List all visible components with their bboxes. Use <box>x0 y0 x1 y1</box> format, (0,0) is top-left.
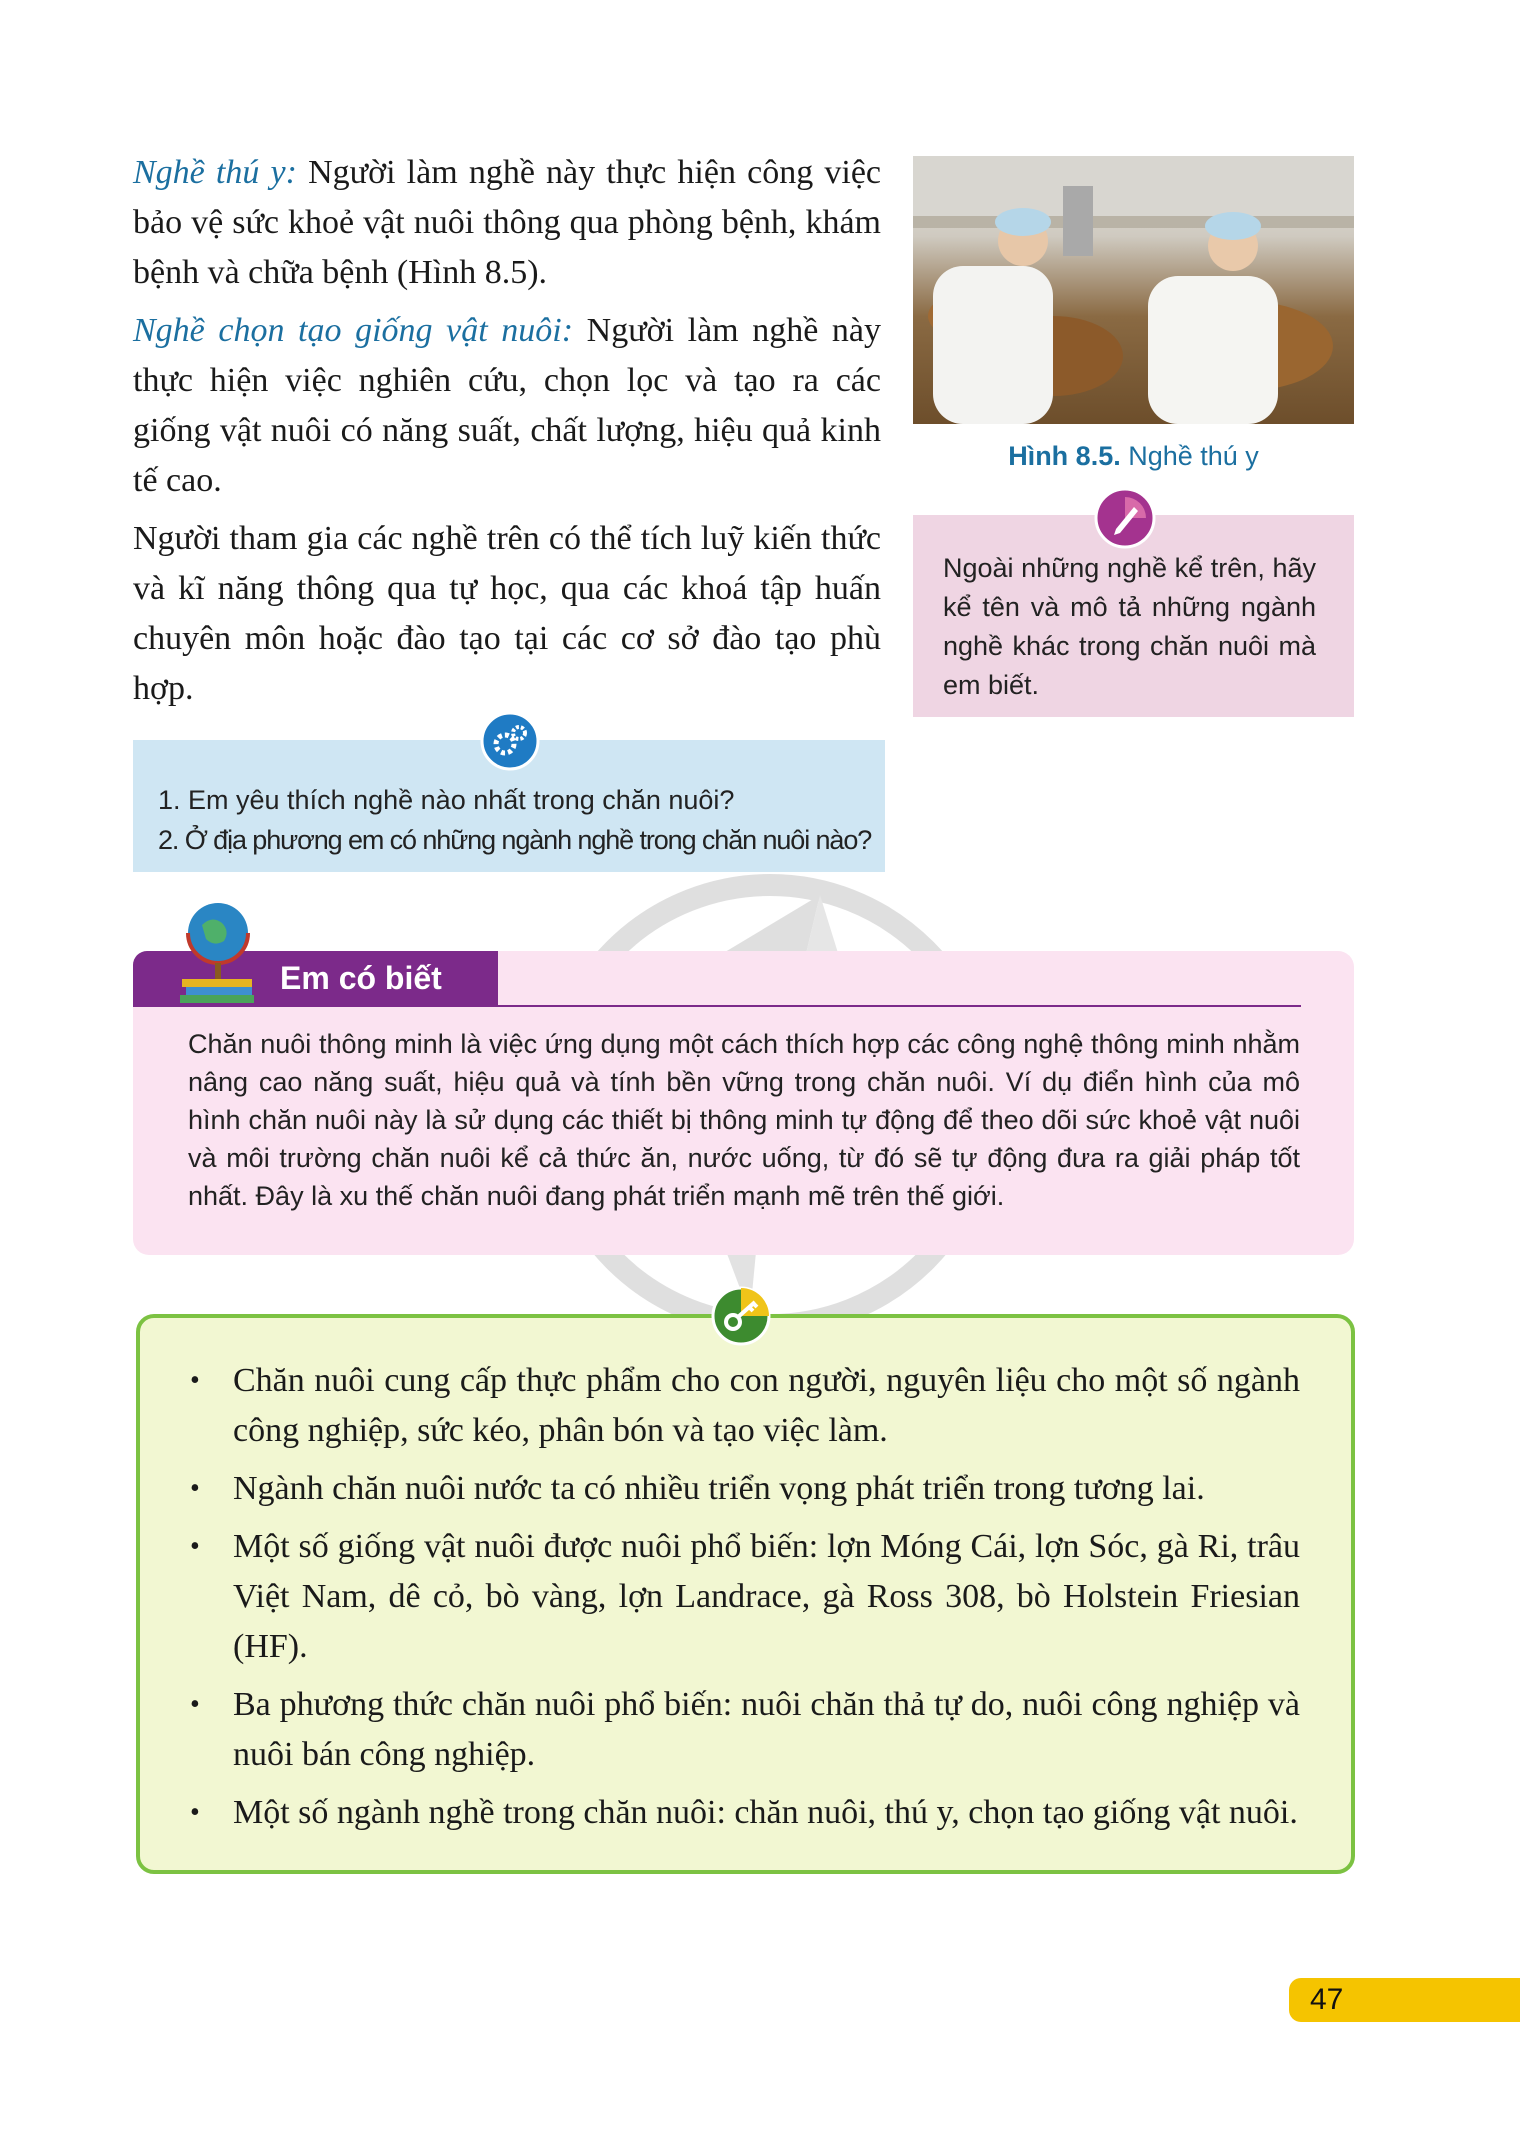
figure-caption <box>913 441 1354 472</box>
summary-item-3: • Một số giống vật nuôi được nuôi phổ biến: lợn Móng Cái, lợn Sóc, gà Ri, trâu Việt Nam, dê cỏ, bò vàng, lợn Landrace, gà Ross 308, bò Holstein Friesian (HF). <box>190 1522 1300 1672</box>
summary-item-5: • Một số ngành nghề trong chăn nuôi: chăn nuôi, thú y, chọn tạo giống vật nuôi. <box>190 1788 1300 1838</box>
photo-illustration <box>913 156 1354 424</box>
summary-list <box>190 1356 1300 1846</box>
globe-books-icon <box>178 895 258 1007</box>
did-you-know-title: Em có biết <box>280 960 442 996</box>
paragraph-training: Người tham gia các nghề trên có thể tích luỹ kiến thức và kĩ năng thông qua tự học, qua các khoá tập huấn chuyên môn hoặc đào tạo tại các cơ sở đào tạo phù hợp. <box>133 520 881 707</box>
paragraph-breeding-text: Người làm nghề này thực hiện việc nghiên cứu, chọn lọc và tạo ra các giống vật nuôi có năng suất, chất lượng, hiệu quả kinh tế cao. <box>133 312 882 499</box>
page-number: 47 <box>1310 1983 1344 2016</box>
summary-item-1: • Chăn nuôi cung cấp thực phẩm cho con người, nguyên liệu cho một số ngành công nghiệp, sức kéo, phân bón và tạo việc làm. <box>190 1356 1300 1456</box>
paragraph-vet-text: Người làm nghề này thực hiện công việc bảo vệ sức khoẻ vật nuôi thông qua phòng bệnh, khám bệnh và chữa bệnh (Hình 8.5). <box>133 154 881 291</box>
practice-item-2: 2. Ở địa phương em có những ngành nghề trong chăn nuôi nào? <box>158 825 872 855</box>
term-vet: Nghề thú y: <box>133 154 297 191</box>
paragraph-vet <box>133 148 881 298</box>
figure-caption-label: Hình 8.5. <box>1008 441 1121 471</box>
did-you-know-text: Chăn nuôi thông minh là việc ứng dụng một cách thích hợp các công nghệ thông minh nhằm nâng cao năng suất, hiệu quả và tính bền vững trong chăn nuôi. Ví dụ điển hình của mô hình chăn nuôi này là sử dụng các thiết bị thông minh tự động để theo dõi sức khoẻ vật nuôi và môi trường chăn nuôi kể cả thức ăn, nước uống, từ đó sẽ tự động đưa ra giải pháp tốt nhất. Đây là xu thế chăn nuôi đang phát triển mạnh mẽ trên thế giới. <box>188 1029 1300 1211</box>
key-icon <box>711 1286 771 1346</box>
pen-icon <box>1094 487 1156 549</box>
figure-caption-text: Nghề thú y <box>1120 441 1259 471</box>
did-you-know-rule <box>498 1005 1301 1007</box>
connect-box-text: Ngoài những nghề kể trên, hãy kể tên và mô tả những ngành nghề khác trong chăn nuôi mà em biết. <box>943 553 1316 700</box>
practice-item-1: 1. Em yêu thích nghề nào nhất trong chăn nuôi? <box>158 785 735 815</box>
figure-photo-vet <box>913 156 1354 424</box>
summary-item-4: • Ba phương thức chăn nuôi phổ biến: nuôi chăn thả tự do, nuôi công nghiệp và nuôi bán công nghiệp. <box>190 1680 1300 1780</box>
term-breeding: Nghề chọn tạo giống vật nuôi: <box>133 312 574 349</box>
practice-list <box>158 780 878 860</box>
paragraph-breeding <box>133 306 881 506</box>
gears-icon <box>480 711 540 771</box>
summary-item-2: • Ngành chăn nuôi nước ta có nhiều triển vọng phát triển trong tương lai. <box>190 1464 1300 1514</box>
